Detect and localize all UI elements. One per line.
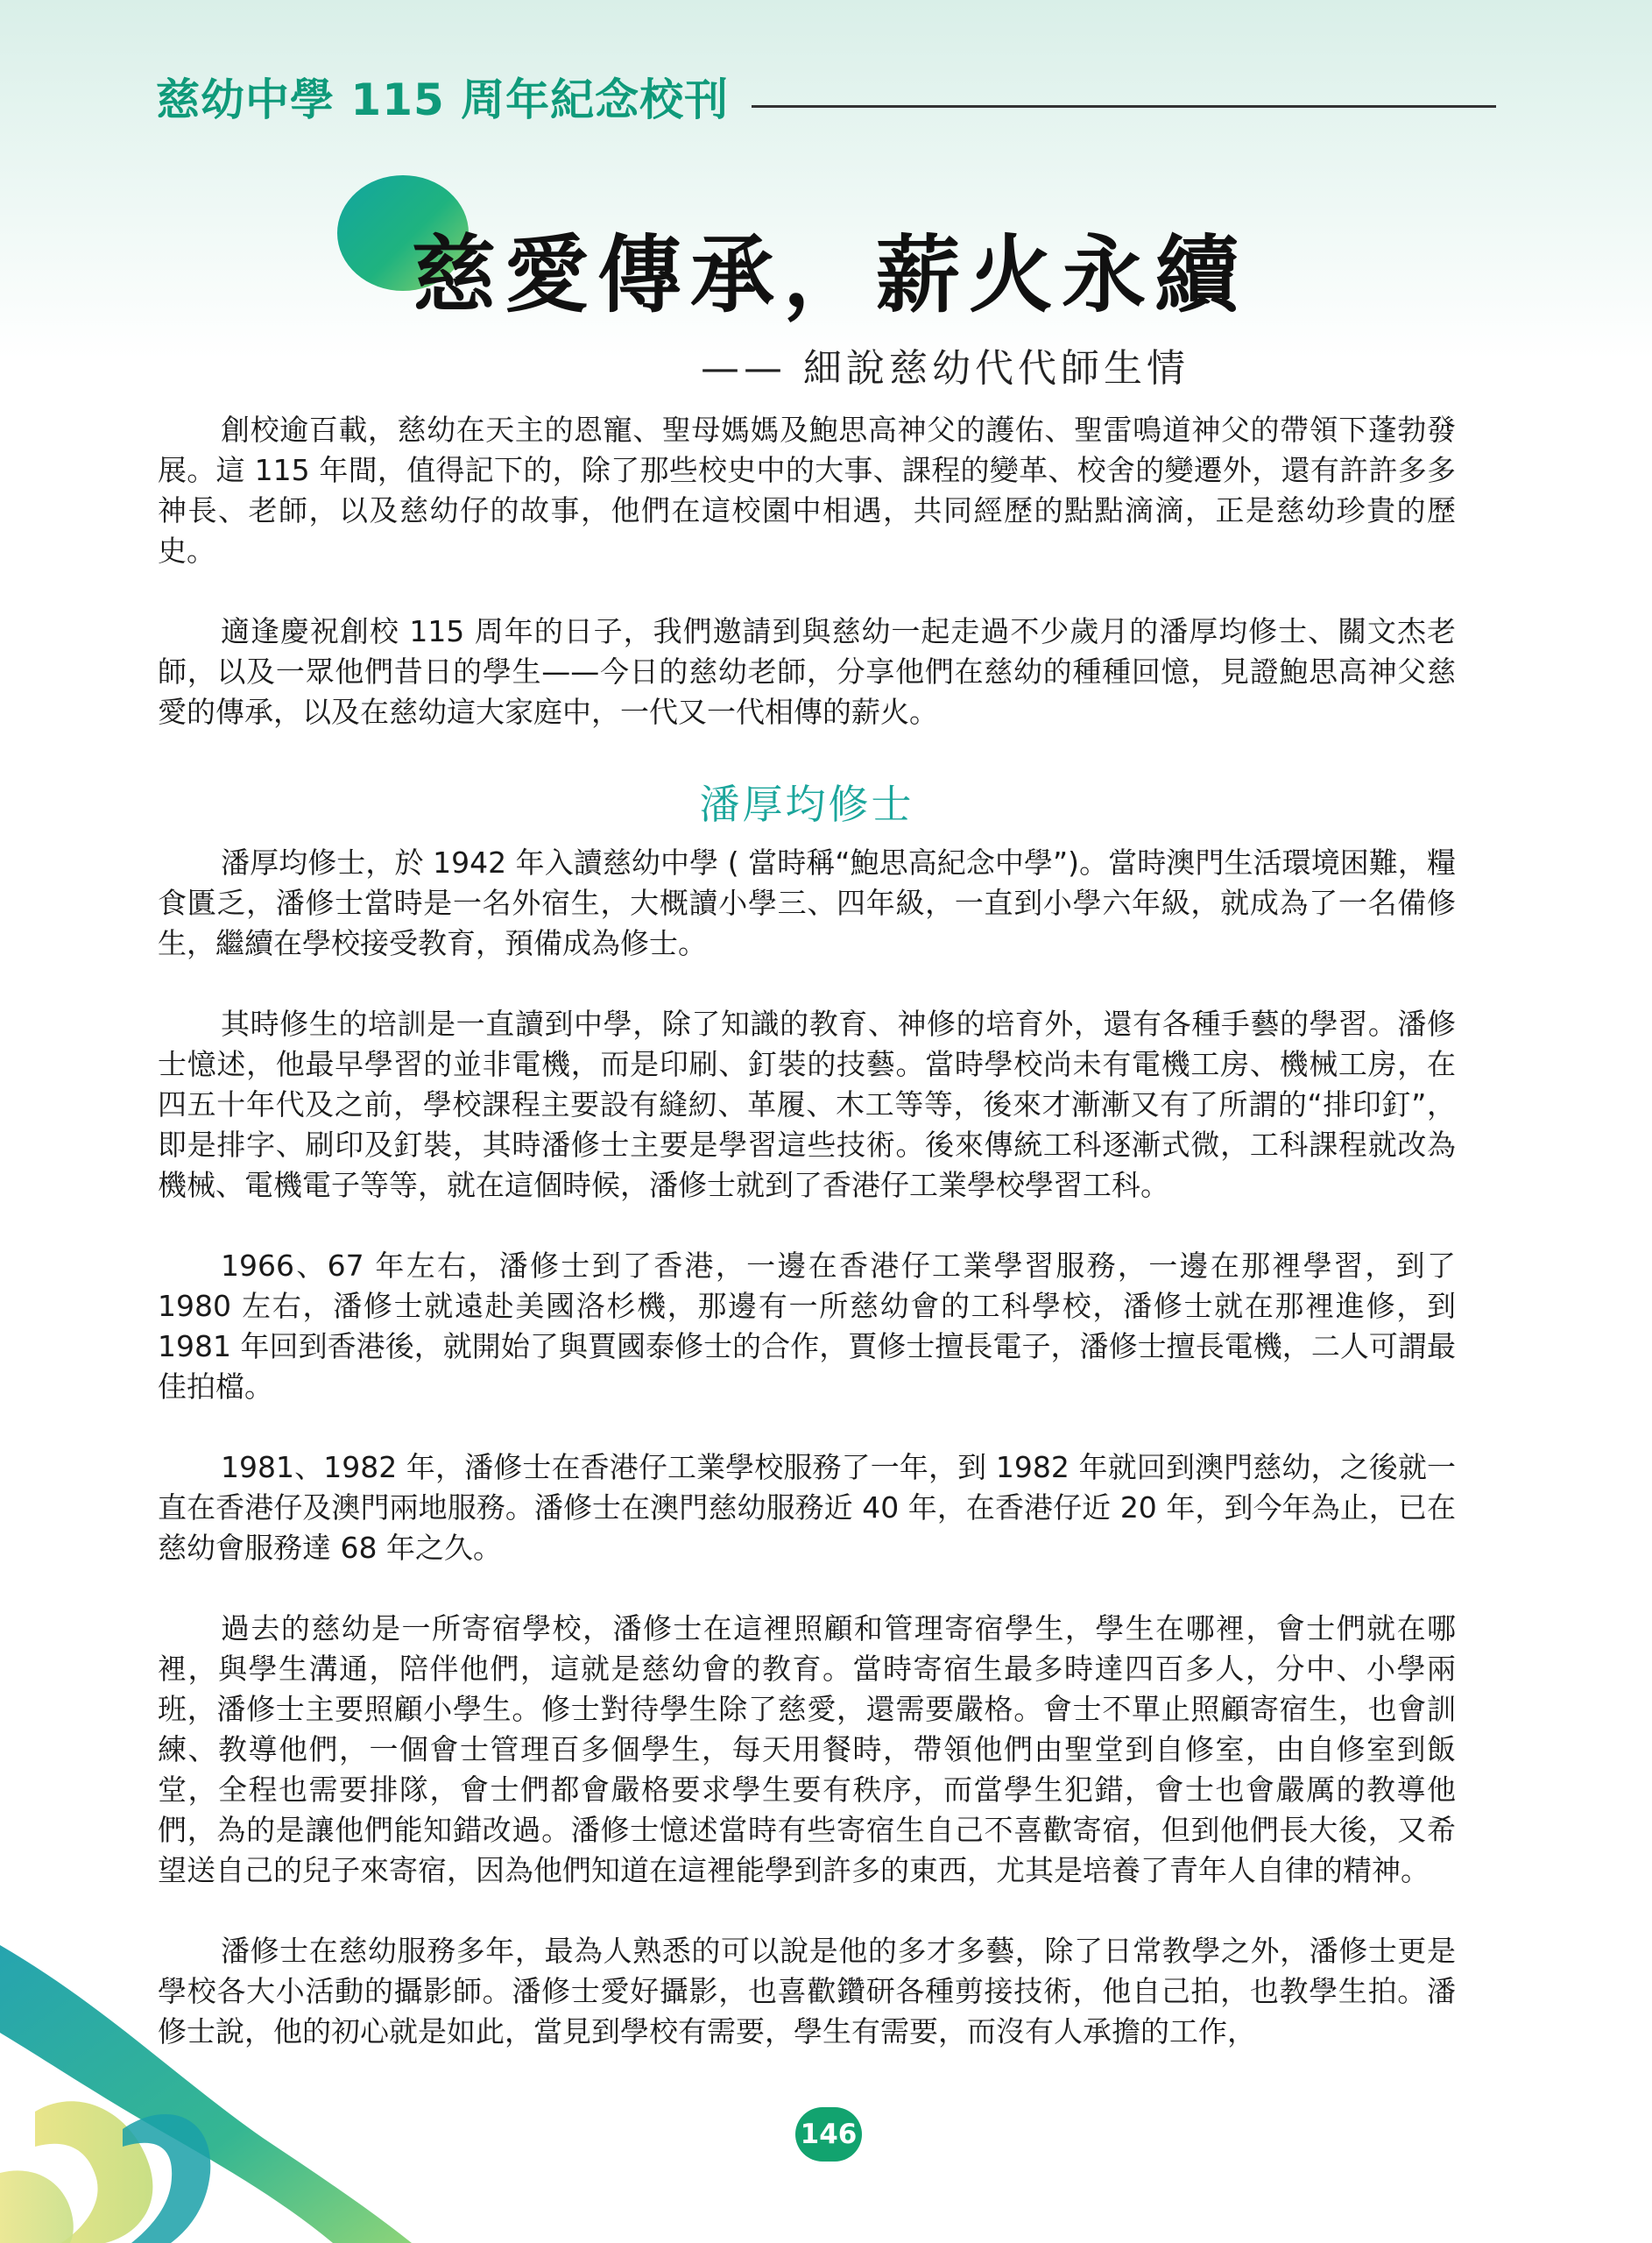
section-heading: 潘厚均修士 <box>699 781 914 828</box>
header-divider <box>752 105 1496 108</box>
body-paragraph: 其時修生的培訓是一直讀到中學，除了知識的教育、神修的培育外，還有各種手藝的學習。潘修士憶述，他最早學習的並非電機，而是印刷、釘裝的技藝。當時學校尚未有電機工房、機械工房，在四五十年代及之前，學校課程主要設有縫紉、革履、木工等等，後來才漸漸又有了所謂的“排印釘”，即是排字、刷印及釘裝，其時潘修士主要是學習這些技術。後來傳統工科逐漸式微，工科課程就改為機械、電機電子等等，就在這個時候，潘修士就到了香港仔工業學校學習工科。 <box>158 1007 1456 1202</box>
article-body <box>158 410 1456 2092</box>
intro-paragraph: 適逢慶祝創校 115 周年的日子，我們邀請到與慈幼一起走過不少歲月的潘厚均修士、關文杰老師，以及一眾他們昔日的學生——今日的慈幼老師，分享他們在慈幼的種種回憶，見證鮑思高神父慈愛的傳承，以及在慈幼這大家庭中，一代又一代相傳的薪火。 <box>158 614 1456 729</box>
body-paragraph: 潘修士在慈幼服務多年，最為人熟悉的可以說是他的多才多藝，除了日常教學之外，潘修士更是學校各大小活動的攝影師。潘修士愛好攝影，也喜歡鑽研各種剪接技術，他自己拍，也教學生拍。潘修士說，他的初心就是如此，當見到學校有需要，學生有需要，而沒有人承擔的工作， <box>158 1934 1456 2048</box>
article-title: 慈愛傳承，薪火永續 <box>412 226 1247 324</box>
body-paragraph: 過去的慈幼是一所寄宿學校，潘修士在這裡照顧和管理寄宿學生，學生在哪裡，會士們就在哪裡，與學生溝通，陪伴他們，這就是慈幼會的教育。當時寄宿生最多時達四百多人，分中、小學兩班，潘修士主要照顧小學生。修士對待學生除了慈愛，還需要嚴格。會士不單止照顧寄宿生，也會訓練、教導他們，一個會士管理百多個學生，每天用餐時，帶領他們由聖堂到自修室，由自修室到飯堂，全程也需要排隊，會士們都會嚴格要求學生要有秩序，而當學生犯錯，會士也會嚴厲的教導他們，為的是讓他們能知錯改過。潘修士憶述當時有些寄宿生自己不喜歡寄宿，但到他們長大後，又希望送自己的兒子來寄宿，因為他們知道在這裡能學到許多的東西，尤其是培養了青年人自律的精神。 <box>158 1611 1456 1887</box>
intro-paragraph: 創校逾百載，慈幼在天主的恩寵、聖母媽媽及鮑思高神父的護佑、聖雷鳴道神父的帶領下蓬勃發展。這 115 年間，值得記下的，除了那些校史中的大事、課程的變革、校舍的變遷外，還有許許多多神長、老師，以及慈幼仔的故事，他們在這校園中相遇，共同經歷的點點滴滴，正是慈幼珍貴的歷史。 <box>158 413 1456 568</box>
decorative-ribbon-icon <box>0 1910 613 2243</box>
article-subtitle: —— 細說慈幼代代師生情 <box>701 346 1190 391</box>
publication-title: 慈幼中學 115 周年紀念校刊 <box>156 74 730 125</box>
body-paragraph: 潘厚均修士，於 1942 年入讀慈幼中學 ( 當時稱“鮑思高紀念中學”)。當時澳門生活環境困難，糧食匱乏，潘修士當時是一名外宿生，大概讀小學三、四年級，一直到小學六年級，就成為了一名備修生，繼續在學校接受教育，預備成為修士。 <box>158 846 1456 960</box>
page-number-badge: 146 <box>795 2107 862 2162</box>
body-paragraph: 1966、67 年左右，潘修士到了香港，一邊在香港仔工業學習服務，一邊在那裡學習，到了 1980 左右，潘修士就遠赴美國洛杉機，那邊有一所慈幼會的工科學校，潘修士就在那裡進修，到 1981 年回到香港後，就開始了與賈國泰修士的合作，賈修士擅長電子，潘修士擅長電機，二人可謂最佳拍檔。 <box>158 1249 1456 1404</box>
body-paragraph: 1981、1982 年，潘修士在香港仔工業學校服務了一年，到 1982 年就回到澳門慈幼，之後就一直在香港仔及澳門兩地服務。潘修士在澳門慈幼服務近 40 年，在香港仔近 20 年，到今年為止，已在慈幼會服務達 68 年之久。 <box>158 1450 1456 1565</box>
